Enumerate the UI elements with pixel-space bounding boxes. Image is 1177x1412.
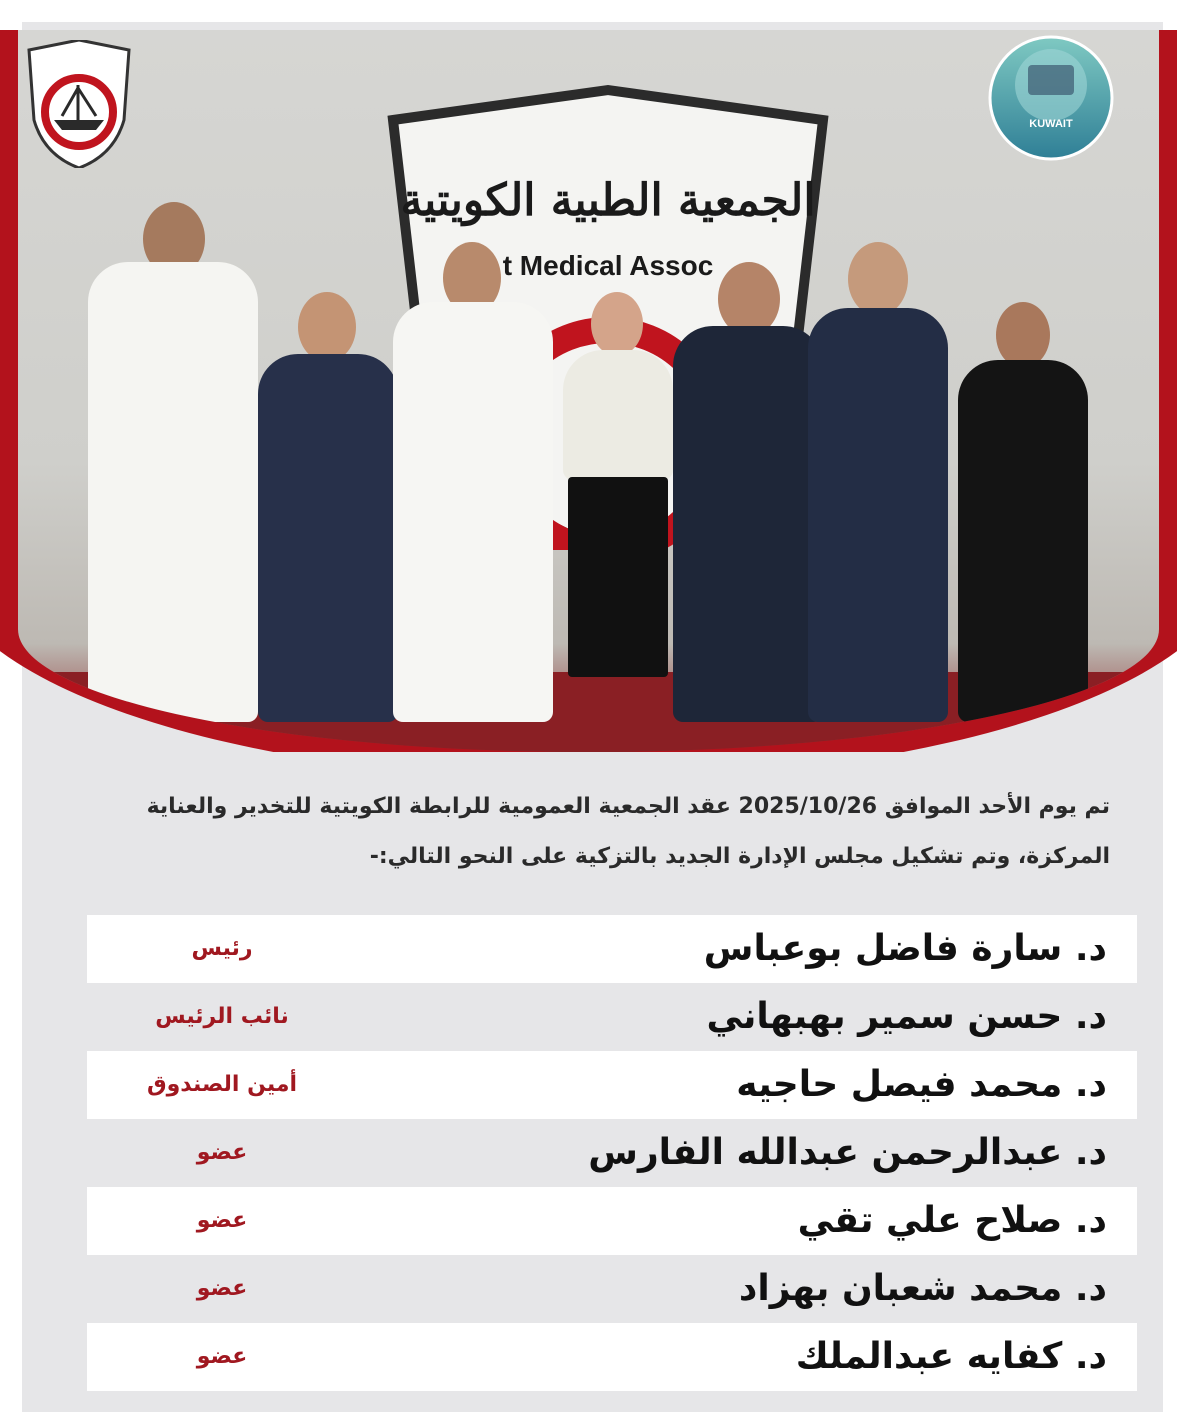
- member-role: عضو: [196, 1140, 248, 1165]
- logo-right-kuwait-text: KUWAIT: [1029, 118, 1073, 130]
- member-name: د. سارة فاضل بوعباس: [703, 928, 1107, 969]
- person-1: [88, 202, 258, 722]
- member-role: رئيس: [191, 936, 253, 961]
- member-role: نائب الرئيس: [155, 1004, 289, 1029]
- board-members-list: [87, 915, 1137, 1391]
- intro-line-2: المركزة، وتم تشكيل مجلس الإدارة الجديد بالتزكية على النحو التالي:-: [369, 844, 1110, 869]
- member-name: د. عبدالرحمن عبدالله الفارس: [588, 1132, 1107, 1173]
- person-7: [958, 302, 1088, 722]
- board-row: [87, 1323, 1137, 1391]
- board-row: [87, 1255, 1137, 1323]
- board-row: [87, 983, 1137, 1051]
- member-role: عضو: [196, 1276, 248, 1301]
- person-2: [258, 292, 398, 722]
- kuwait-anesthesia-society-logo: [988, 35, 1114, 161]
- member-role: عضو: [196, 1344, 248, 1369]
- kuwait-medical-association-logo: [24, 40, 134, 168]
- intro-line-1: تم يوم الأحد الموافق 2025/10/26 عقد الجمعية العمومية للرابطة الكويتية للتخدير والعناية: [146, 794, 1110, 819]
- intro-paragraph: [70, 782, 1110, 882]
- board-row: [87, 1187, 1137, 1255]
- board-row: [87, 1119, 1137, 1187]
- person-6: [808, 242, 948, 722]
- wall-emblem-arabic-title: الجمعية الطبية الكويتية: [400, 175, 816, 226]
- member-name: د. حسن سمير بهبهاني: [706, 996, 1107, 1037]
- wall-emblem-english-title: t Medical Assoc: [502, 250, 714, 281]
- member-name: د. محمد فيصل حاجيه: [736, 1064, 1107, 1105]
- member-name: د. محمد شعبان بهزاد: [738, 1268, 1107, 1309]
- board-row: [87, 1051, 1137, 1119]
- person-3: [393, 242, 553, 722]
- board-row: [87, 915, 1137, 983]
- person-4: [563, 292, 673, 722]
- person-5: [673, 262, 823, 722]
- member-role: عضو: [196, 1208, 248, 1233]
- member-role: أمين الصندوق: [146, 1072, 298, 1097]
- member-name: د. صلاح علي تقي: [797, 1200, 1107, 1241]
- member-name: د. كفايه عبدالملك: [795, 1336, 1107, 1377]
